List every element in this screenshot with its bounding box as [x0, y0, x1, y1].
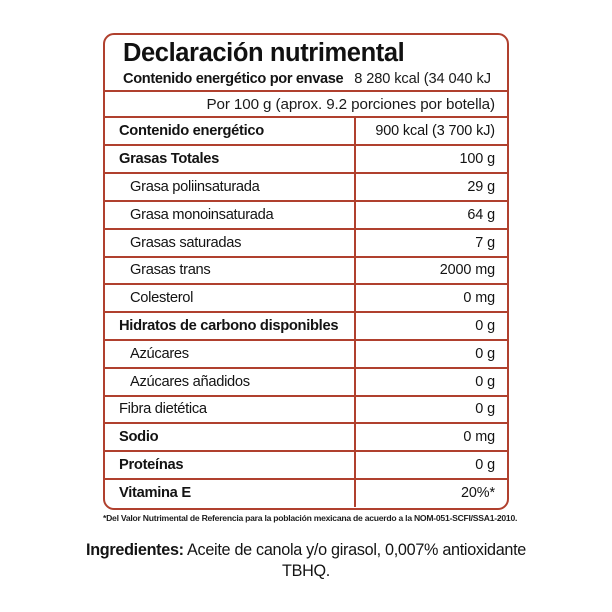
ingredients-block — [86, 540, 526, 581]
nutrient-value-cell: 29 g — [355, 173, 507, 201]
nutrient-value-cell: 0 g — [355, 396, 507, 424]
table-row — [105, 201, 507, 229]
nutrient-name-cell: Hidratos de carbono disponibles — [105, 312, 355, 340]
nutrient-name-cell: Colesterol — [105, 284, 355, 312]
nutrient-table-body — [105, 118, 507, 507]
ingredients-text: Aceite de canola y/o girasol, 0,007% antioxidante TBHQ. — [183, 541, 527, 580]
table-row — [105, 340, 507, 368]
nutrient-value-cell: 2000 mg — [355, 257, 507, 285]
nutrient-name-cell: Grasas trans — [105, 257, 355, 285]
nutrient-value-cell: 0 g — [355, 451, 507, 479]
nutrient-value-cell: 100 g — [355, 145, 507, 173]
table-row — [105, 173, 507, 201]
table-row — [105, 479, 507, 507]
table-row — [105, 229, 507, 257]
energy-per-container-label: Contenido energético por envase — [123, 70, 344, 87]
table-row — [105, 396, 507, 424]
nutrient-name-cell: Fibra dietética — [105, 396, 355, 424]
nutrient-value-cell: 20%* — [460, 485, 495, 502]
table-row — [105, 451, 507, 479]
table-row — [105, 118, 507, 146]
nutrition-facts-panel — [103, 33, 509, 510]
nutrient-name-cell: Grasa poliinsaturada — [105, 173, 355, 201]
ingredients-label: Ingredientes: — [86, 541, 184, 559]
serving-basis-row: Por 100 g (aprox. 9.2 porciones por botella) — [105, 92, 507, 118]
page-title: Declaración nutrimental — [123, 39, 405, 67]
nutrient-value-cell: 0 g — [355, 340, 507, 368]
nutrient-value-cell: 900 kcal (3 700 kJ) — [355, 118, 507, 146]
panel-header — [105, 35, 507, 92]
table-row — [105, 284, 507, 312]
nutrient-value-cell: 0 mg — [355, 423, 507, 451]
nutrient-name-cell: Proteínas — [105, 451, 355, 479]
nutrient-value-cell: 0 g — [355, 312, 507, 340]
energy-per-container-value: 8 280 kcal (34 040 kJ — [354, 70, 491, 87]
table-row — [105, 312, 507, 340]
nutrient-value-cell: 0 mg — [355, 284, 507, 312]
table-row — [105, 145, 507, 173]
nutrient-name-cell: Azúcares — [105, 340, 355, 368]
nutrient-value-cell: 64 g — [355, 201, 507, 229]
nutrient-name-cell: Azúcares añadidos — [105, 368, 355, 396]
nutrient-name-cell: Contenido energético — [105, 118, 355, 146]
nutrient-name-cell: Grasa monoinsaturada — [105, 201, 355, 229]
nutrient-name-cell: Grasas Totales — [105, 145, 355, 173]
table-row — [105, 423, 507, 451]
nutrient-table — [105, 118, 507, 507]
table-row — [105, 368, 507, 396]
footnote: *Del Valor Nutrimental de Referencia para la población mexicana de acuerdo a la NOM-051-SCFI/SSA1-2010. — [103, 513, 518, 523]
nutrient-value-cell: 0 g — [355, 368, 507, 396]
energy-per-container-row — [123, 71, 497, 87]
nutrient-value-cell: 7 g — [355, 229, 507, 257]
table-row — [105, 257, 507, 285]
nutrient-name-cell: Grasas saturadas — [105, 229, 355, 257]
nutrient-name-cell: Sodio — [105, 423, 355, 451]
nutrient-name-cell: Vitamina E — [105, 479, 355, 507]
